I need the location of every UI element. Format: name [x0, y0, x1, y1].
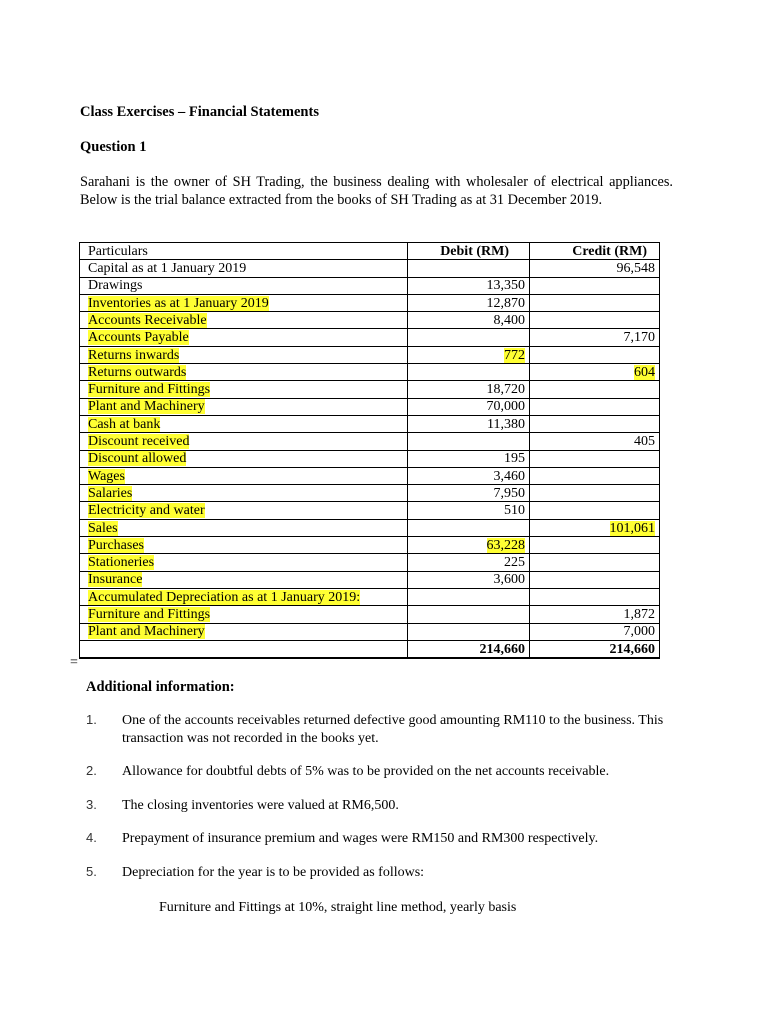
- row-debit: [408, 329, 530, 346]
- row-credit: [530, 571, 660, 588]
- credit-header: Credit (RM): [530, 243, 660, 260]
- row-debit: 7,950: [408, 485, 530, 502]
- highlighted-label: Discount received: [88, 434, 190, 450]
- highlighted-label: Sales: [88, 520, 118, 536]
- highlighted-label: Furniture and Fittings: [88, 607, 211, 623]
- highlighted-label: Plant and Machinery: [88, 624, 205, 640]
- highlighted-label: Returns inwards: [88, 347, 180, 363]
- table-row: [80, 433, 660, 450]
- item-number: 1.: [86, 712, 97, 727]
- highlighted-label: Salaries: [88, 485, 133, 501]
- row-label: [80, 623, 408, 640]
- table-row: [80, 606, 660, 623]
- row-credit: [530, 346, 660, 363]
- row-label: [80, 467, 408, 484]
- additional-info-heading: Additional information:: [86, 679, 235, 695]
- row-credit: [530, 588, 660, 605]
- row-credit: [530, 312, 660, 329]
- row-label: [80, 381, 408, 398]
- row-label: Drawings: [80, 277, 408, 294]
- total-credit: 214,660: [530, 640, 660, 658]
- table-row: [80, 502, 660, 519]
- item-text: One of the accounts receivables returned defective good amounting RM110 to the business. This transaction was not recorded in the books yet.: [122, 713, 664, 746]
- document-title: Class Exercises – Financial Statements: [80, 104, 319, 120]
- table-row: [80, 364, 660, 381]
- table-row: [80, 623, 660, 640]
- debit-header: Debit (RM): [408, 243, 530, 260]
- item-number: 5.: [86, 864, 97, 879]
- row-credit: [530, 485, 660, 502]
- highlighted-value: 101,061: [609, 520, 655, 536]
- row-label: [80, 519, 408, 536]
- row-credit: [530, 467, 660, 484]
- row-debit: 8,400: [408, 312, 530, 329]
- row-debit: [408, 433, 530, 450]
- total-debit: 214,660: [408, 640, 530, 658]
- table-row: [80, 260, 660, 277]
- row-debit: [408, 623, 530, 640]
- highlighted-label: Inventories as at 1 January 2019: [88, 295, 269, 311]
- table-row: [80, 312, 660, 329]
- row-label: [80, 588, 408, 605]
- row-label: [80, 398, 408, 415]
- table-row: [80, 571, 660, 588]
- table-row: [80, 554, 660, 571]
- row-debit: [408, 537, 530, 554]
- row-label: [80, 554, 408, 571]
- row-debit: 18,720: [408, 381, 530, 398]
- highlighted-label: Accounts Payable: [88, 330, 189, 346]
- row-debit: [408, 519, 530, 536]
- highlighted-label: Cash at bank: [88, 416, 161, 432]
- question-heading: Question 1: [80, 139, 147, 155]
- row-debit: 3,460: [408, 467, 530, 484]
- table-header-row: [80, 243, 660, 260]
- row-credit: 7,000: [530, 623, 660, 640]
- highlighted-label: Insurance: [88, 572, 143, 588]
- row-credit: [530, 554, 660, 571]
- row-credit: 7,170: [530, 329, 660, 346]
- row-label: [80, 415, 408, 432]
- table-row: [80, 588, 660, 605]
- highlighted-label: Accounts Receivable: [88, 312, 207, 328]
- highlighted-label: Accumulated Depreciation as at 1 January 2019:: [88, 589, 361, 605]
- row-debit: 13,350: [408, 277, 530, 294]
- row-label: [80, 294, 408, 311]
- row-label: [80, 502, 408, 519]
- item-text: Depreciation for the year is to be provided as follows:: [122, 865, 425, 880]
- row-label: [80, 485, 408, 502]
- table-row: [80, 329, 660, 346]
- highlighted-value: 604: [634, 364, 655, 380]
- highlighted-label: Electricity and water: [88, 503, 205, 519]
- highlighted-label: Plant and Machinery: [88, 399, 205, 415]
- row-label: [80, 537, 408, 554]
- particulars-header: Particulars: [80, 243, 408, 260]
- highlighted-value: 772: [504, 347, 525, 363]
- row-debit: [408, 364, 530, 381]
- highlighted-label: Stationeries: [88, 555, 155, 571]
- row-credit: [530, 364, 660, 381]
- row-label: [80, 312, 408, 329]
- row-label: [80, 571, 408, 588]
- table-row: [80, 415, 660, 432]
- row-debit: [408, 260, 530, 277]
- table-row: [80, 450, 660, 467]
- row-debit: 195: [408, 450, 530, 467]
- row-label: [80, 450, 408, 467]
- item-number: 4.: [86, 830, 97, 845]
- highlighted-value: 63,228: [486, 537, 525, 553]
- row-credit: [530, 415, 660, 432]
- row-debit: 12,870: [408, 294, 530, 311]
- table-row: [80, 537, 660, 554]
- row-debit: 11,380: [408, 415, 530, 432]
- row-label: [80, 346, 408, 363]
- table-row: [80, 467, 660, 484]
- total-label-cell: [80, 640, 408, 658]
- row-label: [80, 364, 408, 381]
- item-text: Allowance for doubtful debts of 5% was to be provided on the net accounts receivable.: [122, 764, 610, 779]
- row-label: [80, 329, 408, 346]
- highlighted-label: Furniture and Fittings: [88, 382, 211, 398]
- row-debit: [408, 346, 530, 363]
- table-row: [80, 381, 660, 398]
- row-credit: [530, 537, 660, 554]
- row-credit: [530, 502, 660, 519]
- highlighted-label: Wages: [88, 468, 125, 484]
- row-debit: 3,600: [408, 571, 530, 588]
- depreciation-sub-item: Furniture and Fittings at 10%, straight line method, yearly basis: [159, 900, 517, 915]
- row-debit: 510: [408, 502, 530, 519]
- row-credit: [530, 398, 660, 415]
- row-debit: [408, 588, 530, 605]
- row-credit: [530, 519, 660, 536]
- row-credit: 1,872: [530, 606, 660, 623]
- item-text: Prepayment of insurance premium and wages were RM150 and RM300 respectively.: [122, 831, 599, 846]
- row-credit: [530, 450, 660, 467]
- highlighted-label: Discount allowed: [88, 451, 187, 467]
- row-debit: 225: [408, 554, 530, 571]
- row-label: [80, 433, 408, 450]
- row-debit: 70,000: [408, 398, 530, 415]
- row-credit: [530, 381, 660, 398]
- table-row: [80, 398, 660, 415]
- table-row: [80, 519, 660, 536]
- total-row: [80, 640, 660, 658]
- intro-paragraph: Sarahani is the owner of SH Trading, the business dealing with wholesaler of electrical appliances. Below is the trial balance extracted from the books of SH Trading as at 31 December 2019.: [80, 174, 673, 208]
- highlighted-label: Returns outwards: [88, 364, 187, 380]
- table-row: [80, 346, 660, 363]
- stray-mark: =: [70, 655, 78, 670]
- highlighted-label: Purchases: [88, 537, 144, 553]
- row-credit: 96,548: [530, 260, 660, 277]
- item-number: 3.: [86, 797, 97, 812]
- row-credit: [530, 277, 660, 294]
- row-debit: [408, 606, 530, 623]
- trial-balance-table: [79, 242, 660, 659]
- row-label: [80, 606, 408, 623]
- item-text: The closing inventories were valued at RM6,500.: [122, 798, 399, 813]
- table-row: [80, 485, 660, 502]
- table-row: [80, 294, 660, 311]
- table-row: [80, 277, 660, 294]
- row-label: Capital as at 1 January 2019: [80, 260, 408, 277]
- row-credit: [530, 294, 660, 311]
- row-credit: 405: [530, 433, 660, 450]
- item-number: 2.: [86, 763, 97, 778]
